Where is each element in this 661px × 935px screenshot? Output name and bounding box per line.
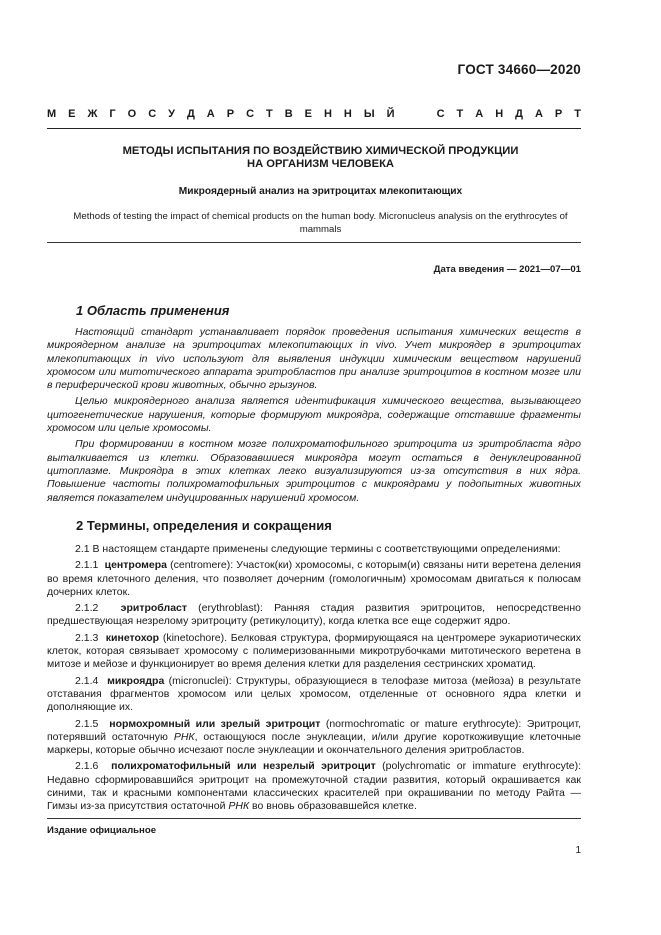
term-number: 2.1.5 bbox=[75, 717, 99, 730]
banner-letter: А bbox=[206, 108, 215, 120]
banner-letter: А bbox=[475, 108, 484, 120]
term-number: 2.1.6 bbox=[75, 760, 99, 773]
term-name: микроядра bbox=[107, 674, 165, 687]
term-number: 2.1.1 bbox=[75, 559, 99, 572]
banner-letter: Т bbox=[266, 108, 273, 120]
term-definition-cont: во вновь образовавшейся клетке. bbox=[249, 800, 417, 813]
term-2-1-1 bbox=[47, 559, 581, 599]
section-1-heading: 1 Область применения bbox=[76, 303, 230, 318]
banner-gap bbox=[422, 108, 425, 120]
banner-letter: В bbox=[284, 108, 293, 120]
banner-letter: С bbox=[436, 108, 445, 120]
title-divider bbox=[47, 242, 581, 243]
banner-letter: Ж bbox=[87, 108, 98, 120]
banner-gap bbox=[407, 108, 410, 120]
term-number: 2.1.2 bbox=[75, 602, 99, 615]
clause-2-1: 2.1 В настоящем стандарте применены следующие термины с соответствующими определениями: bbox=[75, 543, 561, 555]
banner-letter: Н bbox=[343, 108, 352, 120]
footer-divider bbox=[47, 818, 581, 819]
banner-letter: С bbox=[148, 108, 157, 120]
term-2-1-6 bbox=[47, 760, 581, 813]
term-definition-cont: , остающуюся после энуклеации, и/или другие короткоживущие клеточные маркеры, которые обычно исчезают после энуклеации и окончательного деления эритробластов. bbox=[47, 730, 581, 757]
banner-letter: Д bbox=[186, 108, 195, 120]
term-number: 2.1.3 bbox=[75, 631, 99, 644]
term-name: эритробласт bbox=[120, 602, 188, 615]
english-title: Methods of testing the impact of chemical products on the human body. Micronucleus analysis on the erythrocytes of mammals bbox=[73, 211, 568, 235]
term-name: нормохромный или зрелый эритроцит bbox=[109, 717, 321, 730]
banner-letter: Н bbox=[323, 108, 332, 120]
term-2-1-5 bbox=[47, 718, 581, 758]
section-1-paragraph: Настоящий стандарт устанавливает порядок проведения испытания химических веществ в микроядерном анализе на эритроцитах млекопитающих in vivo. Учет микроядер в эритроцитах млекопитающих in vivo используют для выявления индукции химическим веществом нарушений хромосом или митотического аппарата эритробластов при анализе эритроцитов в костном мозге или в периферической крови животных, обычно грызунов. bbox=[47, 326, 581, 392]
banner-letter: Е bbox=[304, 108, 312, 120]
banner-letter: О bbox=[127, 108, 137, 120]
term-definition: (erythroblast): Ранняя стадия развития эритроцитов, непосредственно предшествующая незрелому эритроциту (ретикулоциту), когда клетка все еще содержит ядро. bbox=[47, 602, 581, 628]
banner-letter: У bbox=[168, 108, 175, 120]
banner-letter: Н bbox=[495, 108, 504, 120]
term-number: 2.1.4 bbox=[75, 674, 99, 687]
term-name: кинетохор bbox=[105, 631, 160, 644]
term-2-1-3 bbox=[47, 632, 581, 672]
term-2-1-2 bbox=[47, 602, 581, 629]
banner-letter: Д bbox=[515, 108, 523, 120]
section-2-heading: 2 Термины, определения и сокращения bbox=[76, 518, 332, 533]
document-title bbox=[60, 145, 581, 171]
page-number: 1 bbox=[575, 845, 581, 856]
term-definition: (centromere): Участок(ки) хромосомы, с которым(и) связаны нити веретена деления во время клеточного деления, что позволяет дочерним (гомологичным) хромосомам двигаться к полюсам дочерних клеток. bbox=[47, 559, 581, 598]
term-2-1-4 bbox=[47, 675, 581, 715]
standard-number: ГОСТ 34660—2020 bbox=[457, 62, 581, 77]
term-definition: (kinetochore). Белковая структура, формирующаяся на центромере эукариотических клеток, которая связывает хромосому с полимеризованными микротрубочками митотического веретена в митозе и мейозе и функционирует во время деления клетки для разделения сестринских хроматид. bbox=[47, 631, 581, 671]
title-line-1: МЕТОДЫ ИСПЫТАНИЯ ПО ВОЗДЕЙСТВИЮ ХИМИЧЕСКОЙ ПРОДУКЦИИ bbox=[122, 145, 519, 157]
title-line-2: НА ОРГАНИЗМ ЧЕЛОВЕКА bbox=[246, 158, 395, 170]
section-1-body bbox=[47, 326, 581, 508]
section-1-paragraph: Целью микроядерного анализа является идентификация химического вещества, вызывающего цитогенетические нарушения, которые формируют микроядра, содержащие отставшие фрагменты хромосом или целые хромосомы. bbox=[47, 395, 581, 435]
term-name: полихроматофильный или незрелый эритроцит bbox=[111, 760, 376, 773]
official-edition-label: Издание официальное bbox=[47, 825, 157, 836]
rna-abbreviation: РНК bbox=[173, 730, 195, 743]
section-2-body bbox=[47, 543, 581, 817]
section-1-paragraph: При формировании в костном мозге полихроматофильного эритроцита из эритробласта ядро выталкивается из клетки. Образовавшиеся микроядра могут остаться в денуклеированной цитоплазме. Микроядра в этих клетках легко визуализируются из-за отсутствия в них ядра. Повышение частоты полихроматофильных эритроцитов с микроядрами у подопытных животных является показателем индуцированных нарушений хромосом. bbox=[47, 438, 581, 504]
banner-letter: Р bbox=[554, 108, 563, 120]
banner-letter: А bbox=[534, 108, 543, 120]
term-definition: (micronuclei): Структуры, образующиеся в телофазе митоза (мейоза) в результате отставания фрагментов хромосом или целых хромосом, отделенные от основного ядра клетки и дополняющие их. bbox=[47, 674, 581, 714]
banner-letter: Т bbox=[456, 108, 464, 120]
header-divider bbox=[47, 128, 581, 129]
term-definition: (polychromatic or immature erythrocyte): Недавно сформировавшийся эритроцит на промежуточной стадии развития, который окрашивается как синими, так и красными компонентами классических красителей при окрашивании по методу Райта — Гимзы из-за присутствия остаточной bbox=[47, 760, 581, 813]
interstate-standard-banner bbox=[47, 108, 581, 120]
term-definition: (normochromatic or mature erythrocyte): Эритроцит, потерявший остаточную bbox=[47, 717, 581, 743]
banner-letter: Й bbox=[386, 108, 395, 120]
rna-abbreviation: РНК bbox=[228, 800, 250, 813]
banner-letter: Г bbox=[109, 108, 116, 120]
banner-letter: С bbox=[246, 108, 255, 120]
banner-letter: Р bbox=[226, 108, 235, 120]
banner-letter: Ы bbox=[363, 108, 375, 120]
term-name: центромера bbox=[104, 559, 167, 572]
introduction-date: Дата введения — 2021—07—01 bbox=[433, 264, 581, 275]
document-subtitle: Микроядерный анализ на эритроцитах млекопитающих bbox=[178, 186, 463, 197]
banner-letter: Т bbox=[574, 108, 581, 120]
banner-letter: М bbox=[47, 108, 57, 120]
banner-letter: Е bbox=[68, 108, 76, 120]
